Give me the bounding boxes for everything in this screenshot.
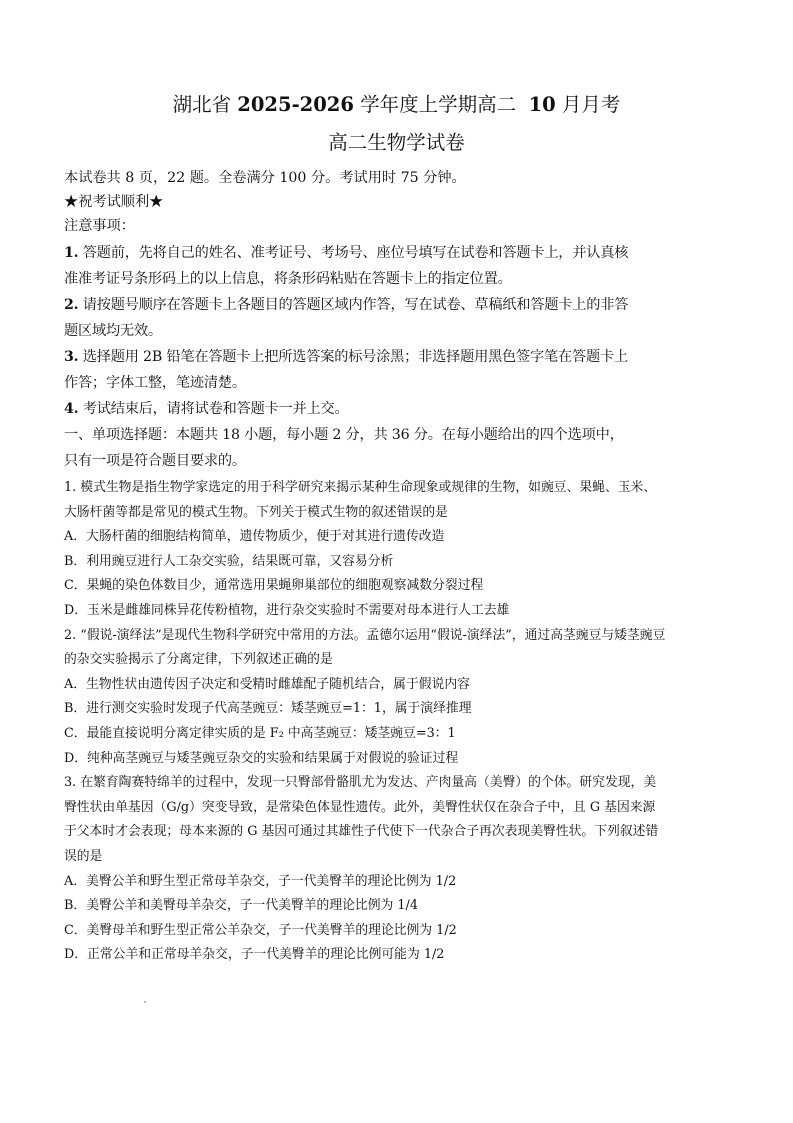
- option-b: B．美臀公羊和美臀母羊杂交，子一代美臀羊的理论比例为 1/4: [64, 898, 418, 914]
- question-stem-line: 的杂交实验揭示了分离定律，下列叙述正确的是: [64, 652, 333, 668]
- option-d: D．正常公羊和正常母羊杂交，子一代美臀羊的理论比例可能为 1/2: [64, 947, 445, 963]
- title-years: 2025-2026: [237, 93, 354, 116]
- question-stem-line: 臀性状由单基因（G/g）突变导致，是常染色体显性遗传。此外，美臀性状仅在杂合子中，且 G 基因来源: [64, 799, 656, 815]
- option-b: B．利用豌豆进行人工杂交实验，结果既可靠，又容易分析: [64, 553, 394, 569]
- question-3: [64, 771, 729, 968]
- notice-text-line1: 请按题号顺序在答题卡上各题目的答题区域内作答，写在试卷、草稿纸和答题卡上的非答: [82, 297, 629, 313]
- notice-list: [64, 240, 729, 422]
- notice-number: 4.: [64, 401, 79, 417]
- option-c: C．美臀母羊和野生型正常公羊杂交，子一代美臀羊的理论比例为 1/2: [64, 922, 457, 938]
- notice-text-line2: 题区域均无效。: [64, 323, 162, 339]
- exam-wish: ★祝考试顺利★: [64, 194, 164, 210]
- notice-text-line1: 答题前，先将自己的姓名、准考证号、考场号、座位号填写在试卷和答题卡上，并认真核: [82, 245, 629, 261]
- notice-text-line2: 作答；字体工整，笔迹清楚。: [64, 375, 246, 391]
- title-month: 10: [528, 93, 556, 116]
- exam-subtitle: 高二生物学试卷: [328, 131, 465, 154]
- notice-item: [64, 396, 729, 422]
- notice-title: 注意事项：: [64, 218, 135, 234]
- notice-item: [64, 292, 729, 318]
- notice-number: 2.: [64, 297, 79, 313]
- question-stem-line: 于父本时才会表现；母本来源的 G 基因可通过其雄性子代使下一代杂合子再次表现美臀性状。下列叙述错: [64, 824, 659, 840]
- option-b: B．进行测交实验时发现子代高茎豌豆：矮茎豌豆=1：1，属于演绎推理: [64, 701, 472, 717]
- question-stem-line: 1. 模式生物是指生物学家选定的用于科学研究来揭示某种生命现象或规律的生物，如豌豆、果蝇、玉米、: [64, 480, 657, 495]
- title-suffix: 月月考: [561, 93, 621, 116]
- title-prefix: 湖北省: [172, 93, 232, 116]
- option-a: A．美臀公羊和野生型正常母羊杂交，子一代美臀羊的理论比例为 1/2: [64, 873, 457, 889]
- notice-item: [64, 240, 729, 266]
- option-c: C．果蝇的染色体数目少，通常选用果蝇卵巢部位的细胞观察减数分裂过程: [64, 578, 484, 594]
- notice-number: 3.: [64, 349, 79, 365]
- section-heading-line1: 一、单项选择题：本题共 18 小题，每小题 2 分，共 36 分。在每小题给出的四个选项中，: [64, 427, 624, 443]
- notice-text-line1: 选择题用 2B 铅笔在答题卡上把所选答案的标号涂黑；非选择题用黑色签字笔在答题卡上: [82, 349, 628, 365]
- exam-info: 本试卷共 8 页，22 题。全卷满分 100 分。考试用时 75 分钟。: [64, 170, 466, 186]
- scan-dot: [144, 1001, 146, 1003]
- option-a: A．大肠杆菌的细胞结构简单，遗传物质少，便于对其进行遗传改造: [64, 529, 445, 545]
- notice-text-line1: 考试结束后，请将试卷和答题卡一并上交。: [82, 401, 349, 417]
- notice-text-line2: 准准考证号条形码上的以上信息，将条形码粘贴在答题卡上的指定位置。: [64, 271, 512, 287]
- section-heading-line2: 只有一项是符合题目要求的。: [64, 453, 246, 469]
- question-1: [64, 476, 729, 624]
- question-2: [64, 624, 729, 772]
- question-stem-line: 大肠杆菌等都是常见的模式生物。下列关于模式生物的叙述错误的是: [64, 504, 448, 520]
- notice-number: 1.: [64, 245, 79, 261]
- option-c: C．最能直接说明分离定律实质的是 F₂ 中高茎豌豆：矮茎豌豆=3：1: [64, 725, 456, 741]
- question-stem-line: 2. “假说-演绎法”是现代生物科学研究中常用的方法。孟德尔运用“假说-演绎法”，通过高茎豌豆与矮茎豌豆: [64, 627, 666, 643]
- option-d: D．纯种高茎豌豆与矮茎豌豆杂交的实验和结果属于对假说的验证过程: [64, 750, 459, 766]
- option-a: A．生物性状由遗传因子决定和受精时雌雄配子随机结合，属于假说内容: [64, 676, 470, 692]
- notice-item: [64, 344, 729, 370]
- exam-title: [64, 92, 729, 118]
- question-stem-line: 误的是: [64, 848, 103, 864]
- option-d: D．玉米是雌雄同株异花传粉植物，进行杂交实验时不需要对母本进行人工去雄: [64, 602, 510, 618]
- title-mid: 学年度上学期高二: [360, 93, 517, 116]
- question-stem-line: 3. 在繁育陶赛特绵羊的过程中，发现一只臀部骨骼肌尤为发达、产肉量高（美臀）的个体。研究发现，美: [64, 775, 657, 791]
